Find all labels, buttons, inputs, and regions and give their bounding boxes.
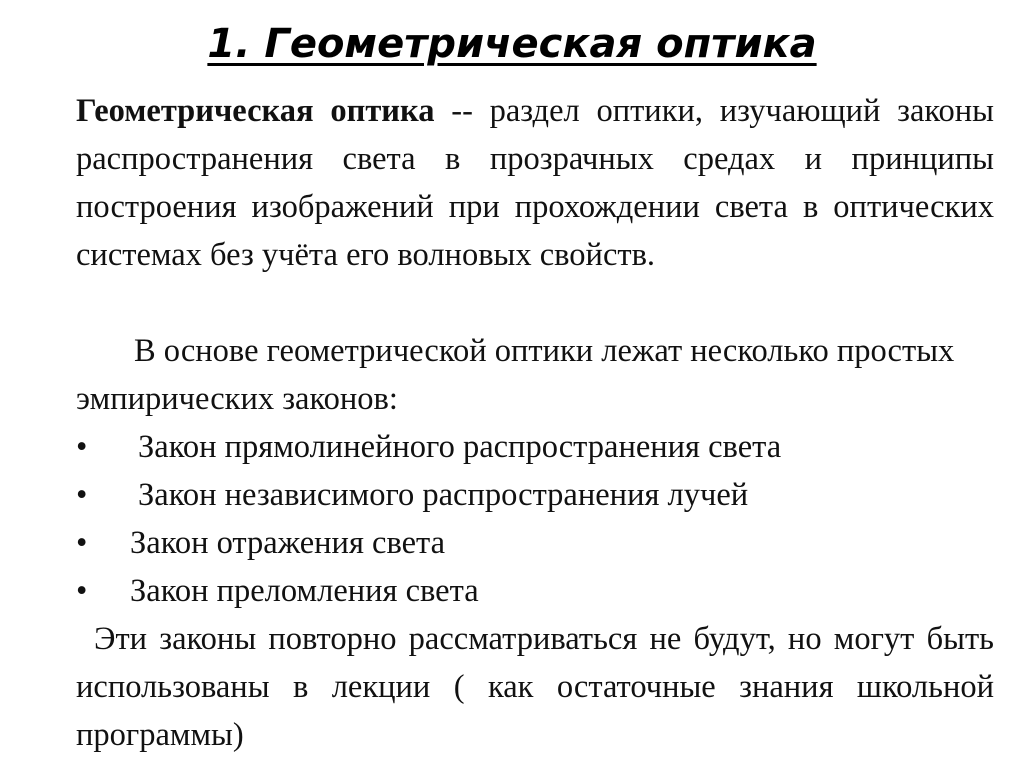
bullet-icon: • bbox=[76, 573, 88, 609]
slide-title bbox=[0, 14, 1024, 74]
list-item bbox=[76, 519, 994, 567]
law-label: Закон прямолинейного распространения света bbox=[138, 429, 782, 465]
bullet-icon: • bbox=[76, 477, 88, 513]
closing-paragraph: Эти законы повторно рассматриваться не будут, но могут быть использованы в лекции ( как остаточные знания школьной программы) bbox=[76, 621, 994, 753]
intro-term: Геометрическая оптика bbox=[76, 93, 435, 129]
slide-title-text: 1. Геометрическая оптика bbox=[207, 21, 817, 67]
law-label: Закон преломления света bbox=[130, 573, 479, 609]
law-label: Закон независимого распространения лучей bbox=[138, 477, 749, 513]
list-item bbox=[76, 471, 994, 519]
intro-text: -- раздел оптики, изучающий законы распространения света в прозрачных средах и принципы построения изображений при прохождении света в оптических системах без учёта его волновых свойств. bbox=[76, 93, 994, 273]
bullet-icon: • bbox=[76, 429, 88, 465]
basis-paragraph: В основе геометрической оптики лежат несколько простых эмпирических законов: bbox=[76, 333, 955, 417]
list-item bbox=[76, 423, 994, 471]
law-label: Закон отражения света bbox=[130, 525, 446, 561]
bullet-icon: • bbox=[76, 525, 88, 561]
laws-list bbox=[76, 423, 994, 615]
intro-paragraph bbox=[76, 87, 994, 279]
list-item bbox=[76, 567, 994, 615]
